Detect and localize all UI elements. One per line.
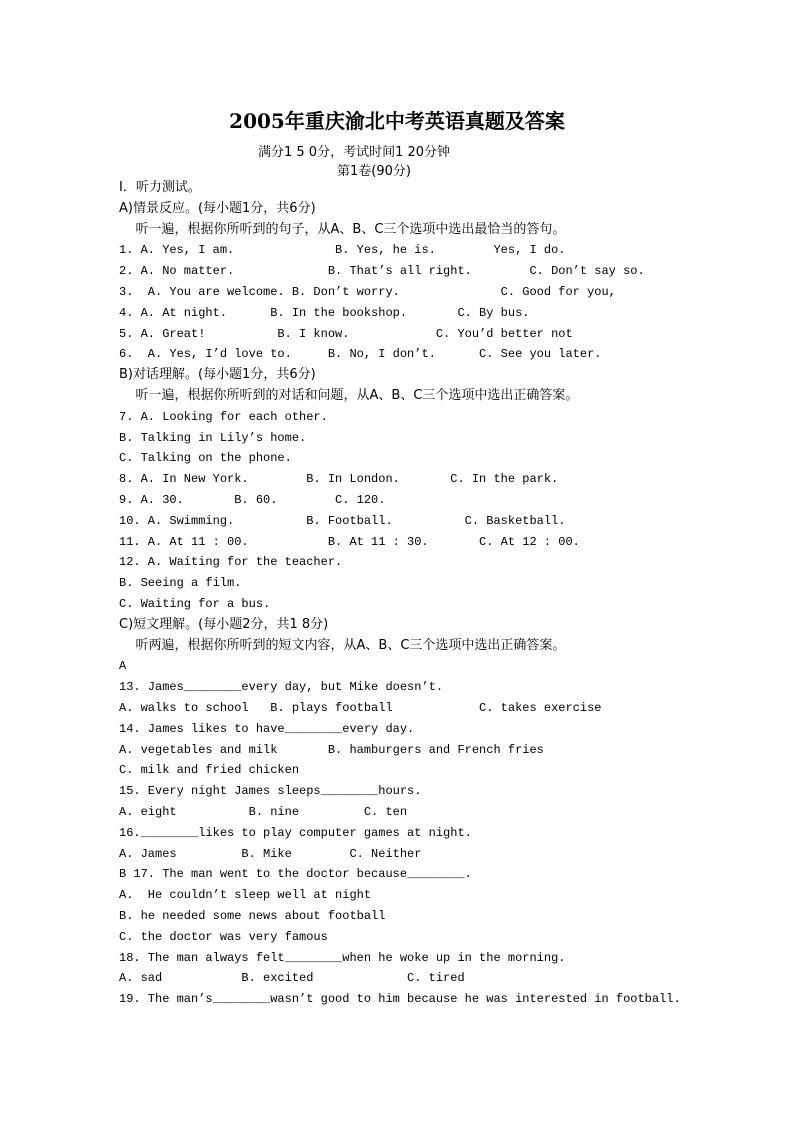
text-line: 15. Every night James sleeps________hours. xyxy=(119,784,422,799)
text-line: 3. A. You are welcome. B. Don’t worry. C. Good for you, xyxy=(119,285,616,299)
text-line: 7. A. Looking for each other. xyxy=(119,409,328,424)
text-line: A. sad B. excited C. tired xyxy=(119,971,465,986)
text-line: C. milk and fried chicken xyxy=(119,763,300,778)
text-line: B. Talking in Lily’s home. xyxy=(119,430,307,445)
text-line: C. Talking on the phone. xyxy=(119,451,292,466)
text-line: 6. A. Yes, I’d love to. B. No, I don’t. C. See you later. xyxy=(119,347,602,362)
text-line: 2. A. No matter. B. That’s all right. C. Don’t say so. xyxy=(119,264,645,279)
text-line: A. James B. Mike C. Neither xyxy=(119,846,422,861)
text-line: 听一遍，根据你所听到的对话和问题，从A、B、C三个选项中选出正确答案。 xyxy=(119,388,579,403)
text-line: 9. A. 30. B. 60. C. 120. xyxy=(119,493,386,507)
text-line: A. He couldn’t sleep well at night xyxy=(119,888,372,903)
text-line: 听一遍，根据你所听到的句子，从A、B、C三个选项中选出最恰当的答句。 xyxy=(119,221,566,237)
text-line: B 17. The man went to the doctor because________. xyxy=(119,867,472,882)
text-line: A. vegetables and milk B. hamburgers and French fries xyxy=(119,742,544,757)
text-line: I．听力测试。 xyxy=(119,180,201,195)
text-line: C. Waiting for a bus. xyxy=(119,597,271,611)
score-time-info: 满分1 5 0分，考试时间1 20分钟 xyxy=(258,145,451,160)
text-line: 1. A. Yes, I am. B. Yes, he is. Yes, I do. xyxy=(119,243,566,258)
text-line: 5. A. Great! B. I know. C. You’d better not xyxy=(119,326,573,341)
text-line: B)对话理解。(每小题1分，共6分) xyxy=(119,367,316,383)
text-line: 听两遍，根据你所听到的短文内容，从A、B、C三个选项中选出正确答案。 xyxy=(119,637,566,653)
text-line: 11. A. At 11 : 00. B. At 11 : 30. C. At 12 : 00. xyxy=(119,534,580,549)
text-line: B. Seeing a film. xyxy=(119,576,242,591)
text-line: 12. A. Waiting for the teacher. xyxy=(119,555,343,570)
text-line: B. he needed some news about football xyxy=(119,909,386,923)
text-line: A xyxy=(119,659,127,674)
page-title: 2005年重庆渝北中考英语真题及答案 xyxy=(229,109,565,133)
text-line: A)情景反应。(每小题1分，共6分) xyxy=(119,200,316,216)
text-line: 14. James likes to have________every day. xyxy=(119,721,415,736)
text-line: A. eight B. nine C. ten xyxy=(119,805,408,819)
text-line: 18. The man always felt________when he woke up in the morning. xyxy=(119,950,566,965)
volume-heading: 第1卷(90分) xyxy=(337,164,411,179)
text-line: 16.________likes to play computer games at night. xyxy=(119,825,472,840)
text-line: A. walks to school B. plays football C. takes exercise xyxy=(119,701,602,715)
text-line: 13. James________every day, but Mike doesn’t. xyxy=(119,680,444,695)
text-line: C. the doctor was very famous xyxy=(119,929,328,944)
text-line: C)短文理解。(每小题2分，共1 8分) xyxy=(119,616,329,632)
text-line: 8. A. In New York. B. In London. C. In the park. xyxy=(119,472,559,487)
text-line: 10. A. Swimming. B. Football. C. Basketball. xyxy=(119,513,566,528)
text-line: 4. A. At night. B. In the bookshop. C. By bus. xyxy=(119,305,530,320)
text-line: 19. The man’s________wasn’t good to him because he was interested in football. xyxy=(119,992,681,1007)
